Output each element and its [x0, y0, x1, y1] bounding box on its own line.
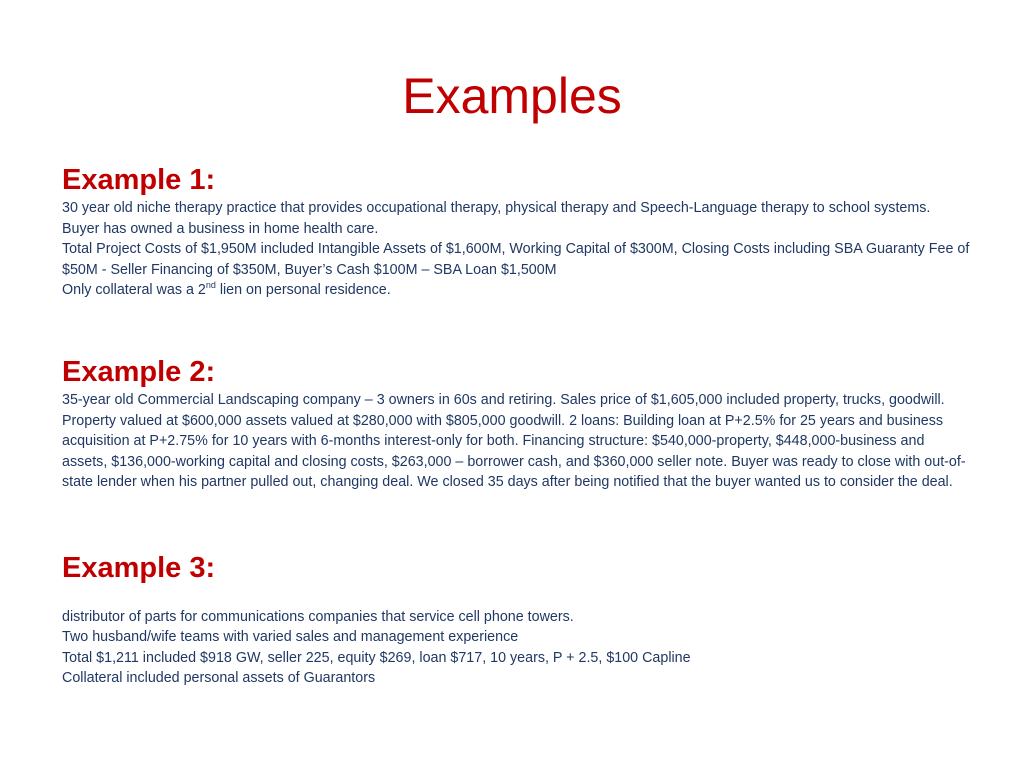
example-1-line-4 [62, 280, 972, 301]
example-1-section [62, 162, 972, 301]
example-1-body [62, 198, 972, 301]
example-1-heading: Example 1: [62, 164, 216, 196]
example-3-heading: Example 3: [62, 552, 216, 584]
example-2-section [62, 354, 972, 493]
example-1-line-2: Buyer has owned a business in home health care. [62, 220, 379, 237]
example-1-line-1: 30 year old niche therapy practice that provides occupational therapy, physical therapy and Speech-Language therapy to school systems. [62, 200, 931, 216]
example-1-line-4-post: lien on personal residence. [215, 282, 391, 299]
slide-title: Examples [402, 68, 622, 124]
example-2-paragraph: 35-year old Commercial Landscaping company – 3 owners in 60s and retiring. Sales price of $1,605,000 included property, trucks, goodwill. Property valued at $600,000 assets valued at $280,000 with $805,000 goodwill. 2 loans: Building loan at P+2.5% for 25 years and business acquisition at P+2.75% for 10 years with 6-months interest-only for both. Financing structure: $540,000-property, $448,000-business and assets, $136,000-working capital and closing costs, $263,000 – borrower cash, and $360,000 seller note. Buyer was ready to close with out-of-state lender when his partner pulled out, changing deal. We closed 35 days after being notified that the buyer wanted us to consider the deal. [62, 392, 966, 491]
example-3-body [62, 586, 972, 689]
example-3-section [62, 550, 972, 689]
example-3-line-1: distributor of parts for communications companies that service cell phone towers. [62, 608, 574, 625]
example-3-spacer [62, 586, 972, 607]
example-3-line-2: Two husband/wife teams with varied sales and management experience [62, 629, 519, 646]
example-1-line-4-pre: Only collateral was a 2 [62, 282, 206, 299]
example-2-body [62, 390, 972, 493]
example-1-line-3: Total Project Costs of $1,950M included Intangible Assets of $1,600M, Working Capital of $300M, Closing Costs including SBA Guaranty Fee of $50M - Seller Financing of $350M, Buyer’s Cash $100M – SBA Loan $1,500M [62, 241, 970, 278]
example-2-heading: Example 2: [62, 356, 216, 388]
example-3-line-3: Total $1,211 included $918 GW, seller 225, equity $269, loan $717, 10 years, P + 2.5, $100 Capline [62, 649, 691, 666]
example-1-line-4-sup: nd [205, 280, 216, 291]
example-3-line-4: Collateral included personal assets of Guarantors [62, 670, 376, 687]
